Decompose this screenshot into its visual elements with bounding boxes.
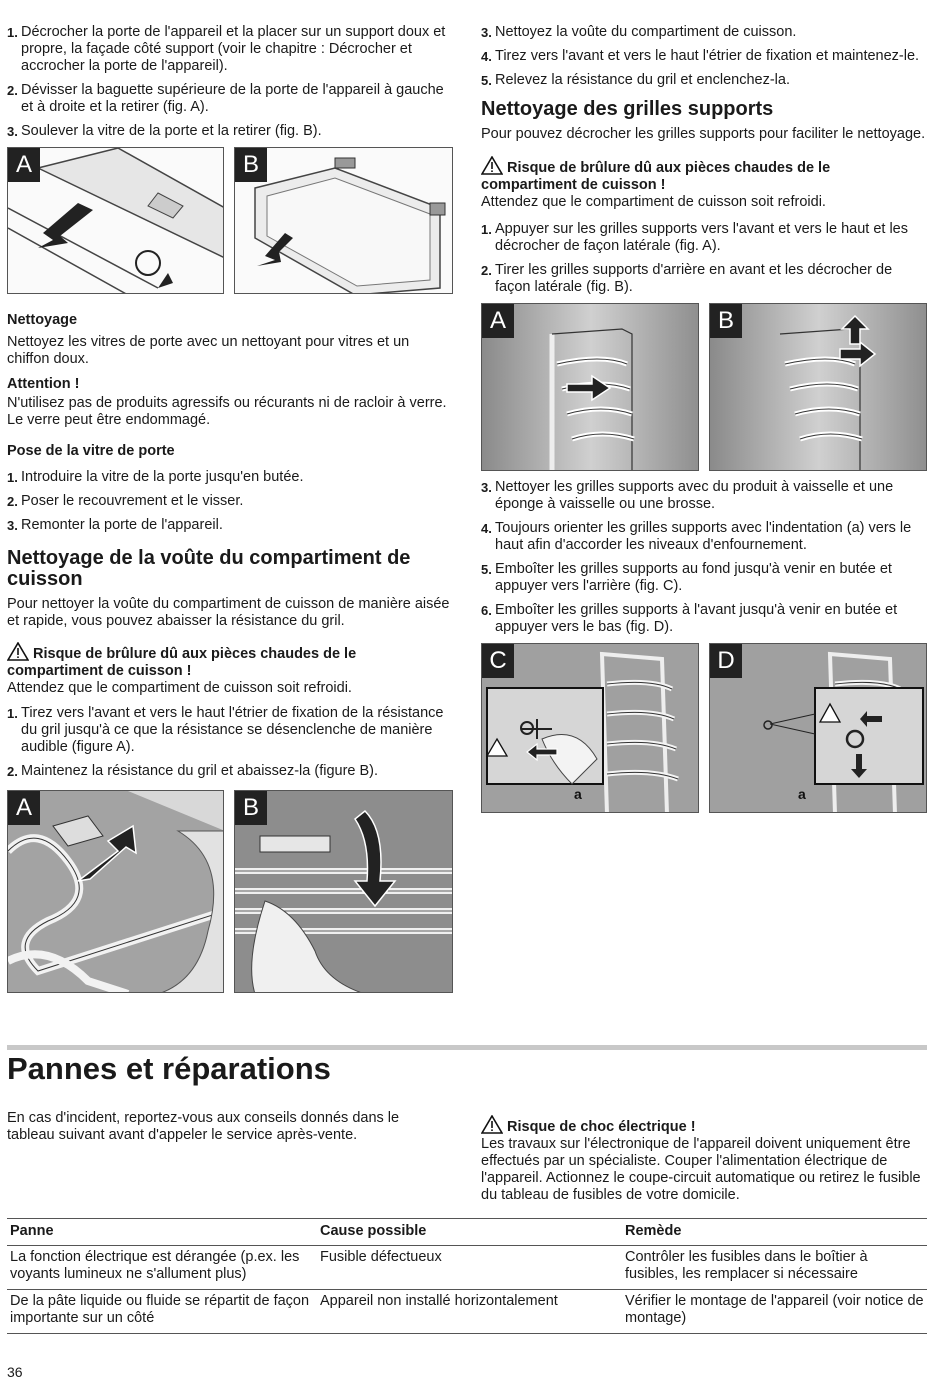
list-item: 1. Appuyer sur les grilles supports vers l'avant et vers le haut et les décrocher de façon latérale (fig. A). [481,221,908,254]
burn-warning [7,642,453,697]
table-cell: Appareil non installé horizontalement [320,1293,558,1309]
figure-grid-c [481,643,699,813]
list-item: 3. Remonter la porte de l'appareil. [7,517,223,533]
list-item: 6. Emboîter les grilles supports à l'avant jusqu'à venir en butée et appuyer vers le bas (fig. D). [481,602,898,635]
figure-label: C [482,644,514,678]
attention-heading: Attention ! [7,376,80,392]
indentation-label: a [798,786,806,802]
warning-title: Risque de brûlure dû aux pièces chaudes de le compartiment de cuisson ! [7,646,357,679]
warning-title: Risque de brûlure dû aux pièces chaudes de le compartiment de cuisson ! [481,160,831,193]
figure-label: A [482,304,514,338]
warning-title: Risque de choc électrique ! [507,1119,696,1135]
list-item: 3. Nettoyer les grilles supports avec du produit à vaisselle et une éponge à vaisselle ou une brosse. [481,479,894,512]
vault-steps-continued [481,24,927,89]
burn-warning-grids [481,156,927,211]
figure-label: D [710,644,742,678]
figure-grid-b [709,303,927,471]
warning-text: Attendez que le compartiment de cuisson soit refroidi. [481,194,826,210]
warning-triangle-icon [481,156,503,175]
attention-text: N'utilisez pas de produits agressifs ou récurants ni de racloir à verre. Le verre peut être endommagé. [7,395,447,428]
grill-lowering-illustration [235,791,453,993]
table-header-row [7,1219,927,1246]
figure-grill-b [234,790,453,993]
figure-door-a [7,147,224,294]
table-cell: Fusible défectueux [320,1249,442,1265]
electric-shock-warning [481,1115,927,1204]
list-item: 2. Dévisser la baguette supérieure de la porte de l'appareil à gauche et à droite et la retirer (fig. A). [7,82,444,115]
list-item: 1. Introduire la vitre de la porte jusqu'en butée. [7,469,304,485]
grid-removal-steps [481,221,927,296]
grid-refit-figures [481,643,927,813]
list-item: 5. Emboîter les grilles supports au fond jusqu'à venir en butée et appuyer vers l'arrière (fig. C). [481,561,892,594]
figure-door-b [234,147,453,294]
figure-label: A [8,148,40,182]
faults-intro: En cas d'incident, reportez-vous aux conseils donnés dans le tableau suivant avant d'appeler le service après-vente. [7,1110,400,1143]
table-cell: De la pâte liquide ou fluide se répartit de façon importante sur un côté [10,1293,310,1326]
figure-label: A [8,791,40,825]
list-item: 2. Poser le recouvrement et le visser. [7,493,244,509]
list-item: 2. Tirer les grilles supports d'arrière en avant et les décrocher de façon latérale (fig. B). [481,262,893,295]
grids-heading: Nettoyage des grilles supports [481,98,774,120]
door-glass-illustration [235,148,453,294]
list-item: 5. Relevez la résistance du gril et enclenchez-la. [481,72,790,88]
grid-support-rear-illustration [482,644,699,813]
table-cell: La fonction électrique est dérangée (p.ex. les voyants lumineux ne s'allument plus) [10,1249,300,1282]
warning-triangle-icon [481,1115,503,1134]
faults-table [7,1218,927,1334]
list-item: 4. Toujours orienter les grilles supports avec l'indentation (a) vers le haut afin d'accorder les niveaux d'enfournement. [481,520,912,553]
vault-text: Pour nettoyer la voûte du compartiment de cuisson de manière aisée et rapide, vous pouvez abaisser la résistance du gril. [7,596,450,629]
column-header: Cause possible [320,1223,427,1239]
table-row [7,1246,927,1290]
figure-label: B [235,791,267,825]
table-cell: Vérifier le montage de l'appareil (voir notice de montage) [625,1293,924,1326]
list-item: 1. Tirez vers l'avant et vers le haut l'étrier de fixation de la résistance du gril jusqu'à ce que la résistance se désenclenche de manière audible (figure A). [7,705,444,755]
list-item: 1. Décrocher la porte de l'appareil et la placer sur un support doux et propre, la façade côté support (voir le chapitre : Décrocher et accrocher la porte de l'appareil). [7,24,446,74]
grid-refit-steps [481,479,927,636]
grid-support-front-illustration [710,644,927,813]
warning-triangle-icon [7,642,29,661]
figure-grid-d [709,643,927,813]
figure-label: B [235,148,267,182]
cleaning-text: Nettoyez les vitres de porte avec un nettoyant pour vitres et un chiffon doux. [7,334,410,367]
door-glass-removal-steps [7,24,453,140]
cleaning-heading: Nettoyage [7,312,78,328]
section-divider [7,1045,927,1050]
grid-support-pull-illustration [710,304,927,471]
left-column [7,24,453,1005]
list-item: 2. Maintenez la résistance du gril et abaissez-la (figure B). [7,763,379,779]
figure-grill-a [7,790,224,993]
door-figures [7,147,453,294]
grids-text: Pour pouvez décrocher les grilles supports pour faciliter le nettoyage. [481,126,926,142]
table-cell: Contrôler les fusibles dans le boîtier à fusibles, les remplacer si nécessaire [625,1249,868,1282]
vault-steps [7,705,453,780]
figure-label: B [710,304,742,338]
grid-removal-figures [481,303,927,471]
column-header: Remède [625,1223,682,1239]
pose-heading: Pose de la vitre de porte [7,443,175,459]
grid-support-press-illustration [482,304,699,471]
warning-text: Les travaux sur l'électronique de l'appareil doivent uniquement être effectués par un spécialiste. Couper l'alimentation électrique de l'appareil. Actionnez le coupe-circuit automatique ou retirez le fusible du tableau de fusibles de votre domicile. [481,1136,921,1203]
pose-steps [7,469,453,534]
column-header: Panne [10,1223,54,1239]
figure-grid-a [481,303,699,471]
list-item: 4. Tirez vers l'avant et vers le haut l'étrier de fixation et maintenez-le. [481,48,920,64]
list-item: 3. Soulever la vitre de la porte et la retirer (fig. B). [7,123,322,139]
right-column [481,24,927,825]
list-item: 3. Nettoyez la voûte du compartiment de cuisson. [481,24,797,40]
indentation-label: a [574,786,582,802]
warning-text: Attendez que le compartiment de cuisson soit refroidi. [7,680,352,696]
faults-heading: Pannes et réparations [7,1051,331,1086]
door-trim-illustration [8,148,224,294]
page-number: 36 [7,1364,23,1380]
vault-heading: Nettoyage de la voûte du compartiment de cuisson [7,547,411,590]
table-row [7,1290,927,1334]
grill-figures [7,790,453,993]
grill-bracket-illustration [8,791,224,993]
